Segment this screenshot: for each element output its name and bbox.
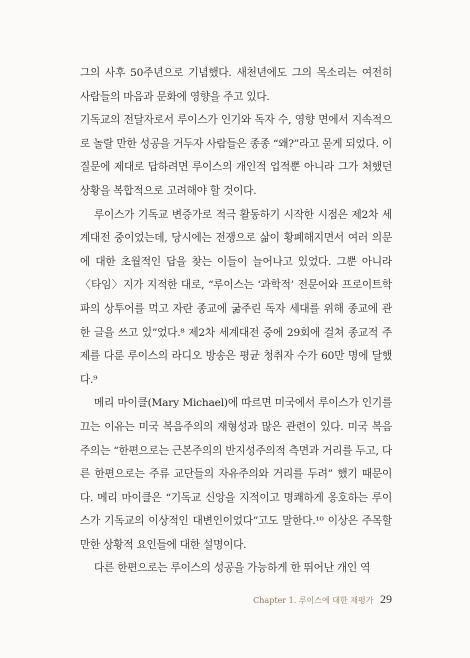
page-number: 29 [380,592,392,606]
paragraph-2: 기독교의 전달자로서 루이스가 인기와 독자 수, 영향 면에서 지속적으로 놀랄 만한 성공을 거두자 사람들은 종종 “왜?”라고 묻게 되었다. 이 질문에 제대로 답하려면 루이스의 개인적 업적뿐 아니라 그가 처했던 상황을 복합적으로 고려해야 할 것이다. [80,114,392,197]
paragraph-4: 메리 마이클(Mary Michael)에 따르면 미국에서 루이스가 인기를 끄는 이유는 미국 복음주의의 재형성과 많은 관련이 있다. 미국 복음주의는 “한편으로는 근본주의의 반지성주의적 측면과 거리를 두고, 다른 한편으로는 주류 교단들의 자유주의와 거리를 두려” 했기 때문이다. 메리 마이클은 “기독교 신앙을 지적이고 명쾌하게 옹호하는 루이스가 기독교의 이상적인 대변인이었다”고도 말한다.¹⁰ 이상은 주목할 만한 상황적 요인들에 대한 설명이다. [80,397,392,551]
page-footer [80,592,392,607]
running-head: Chapter 1. 루이스에 대한 재평가 [253,596,374,605]
body-text [80,62,392,581]
paragraph-1: 그의 사후 50주년으로 기념했다. 새천년에도 그의 목소리는 여전히 사람들의 마음과 문화에 영향을 주고 있다. [80,67,392,103]
paragraph-5: 다른 한편으로는 루이스의 성공을 가능하게 한 뛰어난 개인 역 [94,562,371,575]
paragraph-3: 루이스가 기독교 변증가로 적극 활동하기 시작한 시점은 제2차 세계대전 중이었는데, 당시에는 전쟁으로 삶이 황폐해지면서 여러 의문에 대한 초월적인 답을 찾는 이들이 늘어나고 있었다. 그뿐 아니라 〈타임〉지가 지적한 대로, “루이스는 ‘과학적’ 전문어와 프로이트학파의 상투어를 먹고 자란 종교에 굶주린 독자 세대를 위해 종교에 관한 글을 쓰고 있”었다.⁸ 제2차 세계대전 중에 29회에 걸쳐 종교적 주제를 다룬 루이스의 라디오 방송은 평균 청취자 수가 60만 명에 달했다.⁹ [80,208,392,386]
